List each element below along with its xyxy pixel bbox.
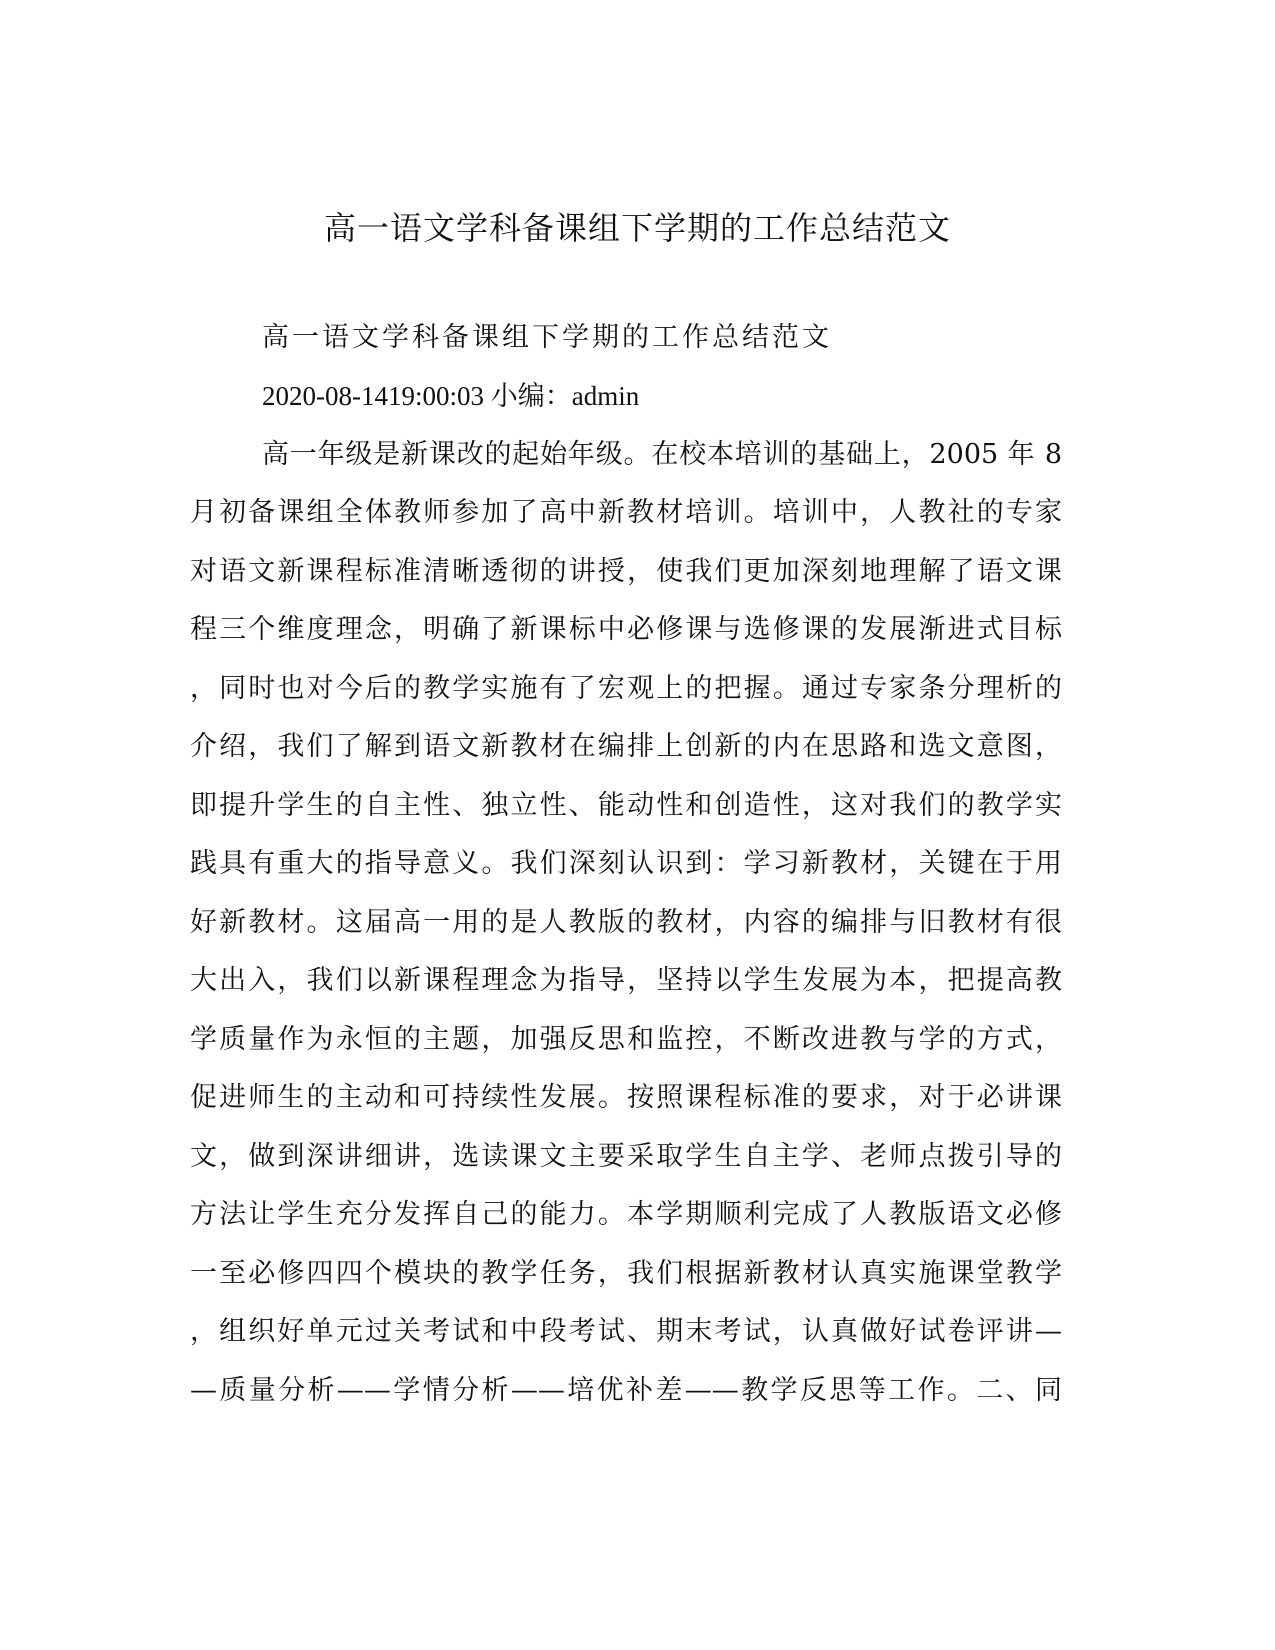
body-line: 方法让学生充分发挥自己的能力。本学期顺利完成了人教版语文必修: [190, 1199, 1062, 1230]
body-line: ，同时也对今后的教学实施有了宏观上的把握。通过专家条分理析的: [190, 673, 1062, 704]
body-line: 文，做到深讲细讲，选读课文主要采取学生自主学、老师点拨引导的: [190, 1141, 1062, 1172]
body-line: 介绍，我们了解到语文新教材在编排上创新的内在思路和选文意图，: [190, 731, 1062, 762]
body-line: 好新教材。这届高一用的是人教版的教材，内容的编排与旧教材有很: [190, 907, 1062, 938]
body-line: 学质量作为永恒的主题，加强反思和监控，不断改进教与学的方式，: [190, 1024, 1062, 1055]
document-title: 高一语文学科备课组下学期的工作总结范文: [323, 209, 951, 247]
body-line: 月初备课组全体教师参加了高中新教材培训。培训中，人教社的专家: [190, 497, 1062, 528]
body-line: 一至必修四四个模块的教学任务，我们根据新教材认真实施课堂教学: [190, 1258, 1062, 1289]
body-line: 践具有重大的指导意义。我们深刻认识到：学习新教材，关键在于用: [190, 848, 1062, 879]
document-subtitle: 高一语文学科备课组下学期的工作总结范文: [262, 322, 832, 353]
body-line: 即提升学生的自主性、独立性、能动性和创造性，这对我们的教学实: [190, 790, 1062, 821]
body-line: 促进师生的主动和可持续性发展。按照课程标准的要求，对于必讲课: [190, 1082, 1062, 1113]
body-line: ，组织好单元过关考试和中段考试、期末考试，认真做好试卷评讲—: [190, 1316, 1062, 1347]
body-line: —质量分析——学情分析——培优补差——教学反思等工作。二、同: [190, 1375, 1062, 1406]
publish-meta: 2020-08-1419:00:03 小编：admin: [262, 381, 640, 411]
body-line: 大出入，我们以新课程理念为指导，坚持以学生发展为本，把提高教: [190, 965, 1062, 996]
body-line: 程三个维度理念，明确了新课标中必修课与选修课的发展渐进式目标: [190, 614, 1062, 645]
body-line: 高一年级是新课改的起始年级。在校本培训的基础上，2005 年 8: [262, 439, 1062, 470]
body-line: 对语文新课程标准清晰透彻的讲授，使我们更加深刻地理解了语文课: [190, 556, 1062, 587]
